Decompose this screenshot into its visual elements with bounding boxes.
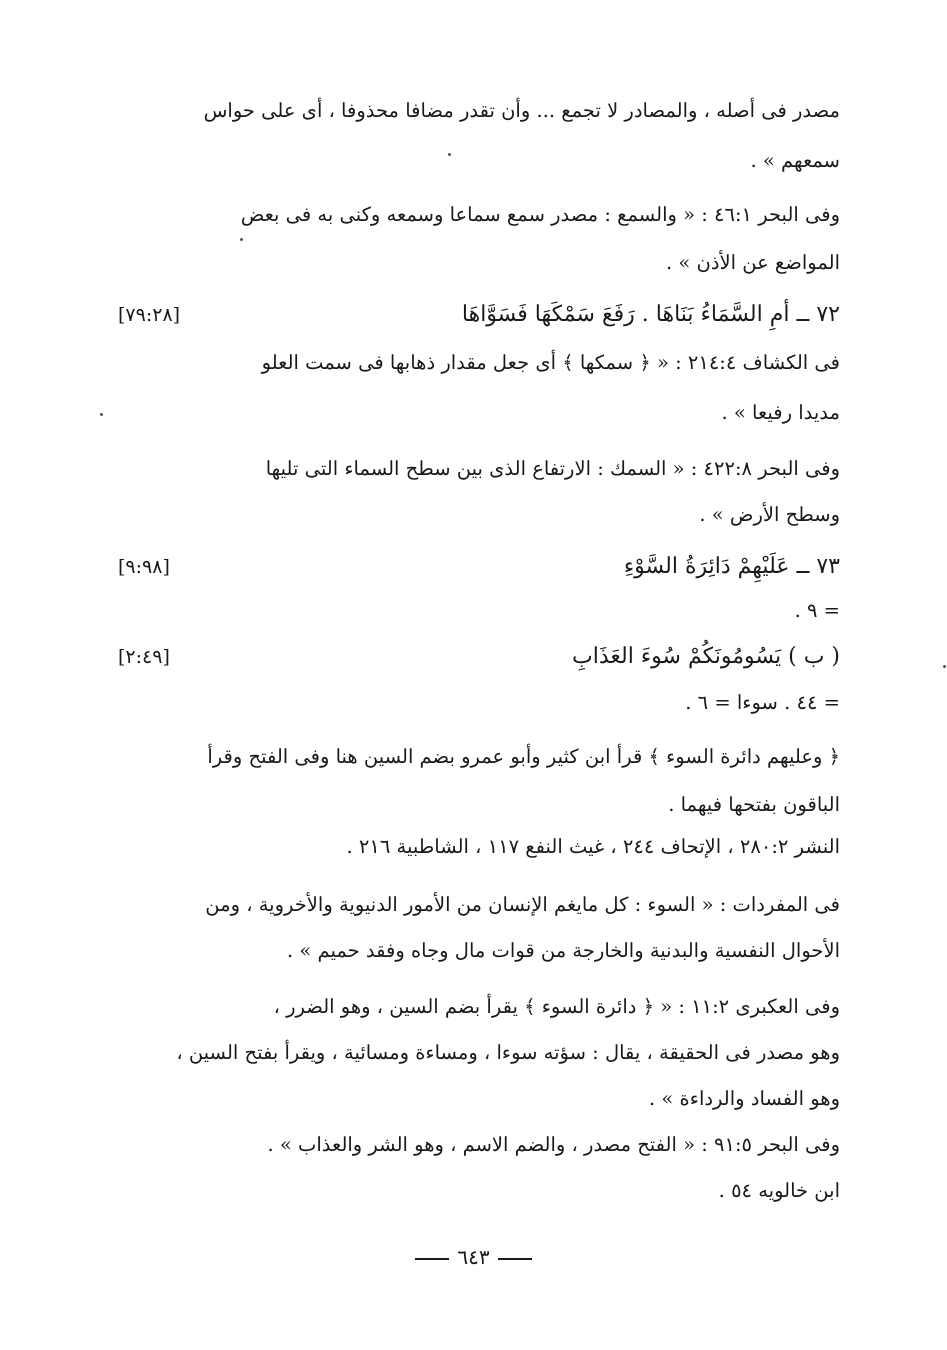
verse-73b-reference: [٢:٤٩] <box>118 646 170 668</box>
text-line: وفى البحر ٩١:٥ : « الفتح مصدر ، والضم الاسم ، وهو الشر والعذاب » . <box>267 1133 840 1156</box>
text-line: الباقون بفتحها فيهما . <box>668 793 840 816</box>
page-number <box>0 1242 947 1272</box>
text-line: مديدا رفيعا » . <box>721 401 840 424</box>
text-line: وفى العكبرى ١١:٢ : « ﴿ دائرة السوء ﴾ يقرأ بضم السين ، وهو الضرر ، <box>273 995 840 1018</box>
text-line: = ٤٤ . سوءا = ٦ . <box>685 691 840 714</box>
dash-right <box>498 1258 532 1260</box>
text-line: ﴿ وعليهم دائرة السوء ﴾ قرأ ابن كثير وأبو عمرو بضم السين هنا وفى الفتح وقرأ <box>207 745 840 768</box>
text-line: النشر ٢٨٠:٢ ، الإتحاف ٢٤٤ ، غيث النفع ١١٧ ، الشاطبية ٢١٦ . <box>346 835 840 858</box>
text-line: وفى البحر ٤٢٢:٨ : « السمك : الارتفاع الذى بين سطح السماء التى تليها <box>265 457 840 480</box>
verse-73-reference: [٩:٩٨] <box>118 556 170 578</box>
text-line: ابن خالويه ٥٤ . <box>718 1179 840 1202</box>
dash-left <box>415 1258 449 1260</box>
text-line: فى المفردات : « السوء : كل مايغم الإنسان من الأمور الدنيوية والأخروية ، ومن <box>205 893 840 916</box>
scan-speck <box>943 665 946 668</box>
scan-speck <box>240 238 243 241</box>
scan-speck <box>448 153 451 156</box>
verse-73: ٧٣ ــ عَلَيْهِمْ دَائِرَةُ السَّوْءِ <box>623 554 840 579</box>
text-line: = ٩ . <box>794 599 840 622</box>
text-line: وسطح الأرض » . <box>699 503 840 526</box>
text-line: وهو مصدر فى الحقيقة ، يقال : سؤته سوءا ، ومساءة ومسائية ، ويقرأ بفتح السين ، <box>176 1041 840 1064</box>
verse-72-reference: [٧٩:٢٨] <box>118 304 181 326</box>
text-line: وهو الفساد والرداءة » . <box>649 1087 840 1110</box>
text-line: وفى البحر ٤٦:١ : « والسمع : مصدر سمع سماعا وسمعه وكنى به فى بعض <box>240 203 840 226</box>
page-number-text: ٦٤٣ <box>457 1245 490 1269</box>
verse-72: ٧٢ ــ أمِ السَّمَاءُ بَنَاهَا . رَفَعَ سَمْكَهَا فَسَوَّاهَا <box>461 302 840 327</box>
scan-speck <box>100 413 103 416</box>
text-line: الأحوال النفسية والبدنية والخارجة من قوات مال وجاه وفقد حميم » . <box>287 939 840 962</box>
text-line: المواضع عن الأذن » . <box>665 251 840 274</box>
verse-73b: ( ب ) يَسُومُونَكُمْ سُوءَ العَذَابِ <box>572 644 840 669</box>
text-line: فى الكشاف ٢١٤:٤ : « ﴿ سمكها ﴾ أى جعل مقدار ذهابها فى سمت العلو <box>261 351 840 374</box>
text-line: سمعهم » . <box>750 149 840 172</box>
text-line: مصدر فى أصله ، والمصادر لا تجمع ... وأن تقدر مضافا محذوفا ، أى على حواس <box>203 99 840 122</box>
